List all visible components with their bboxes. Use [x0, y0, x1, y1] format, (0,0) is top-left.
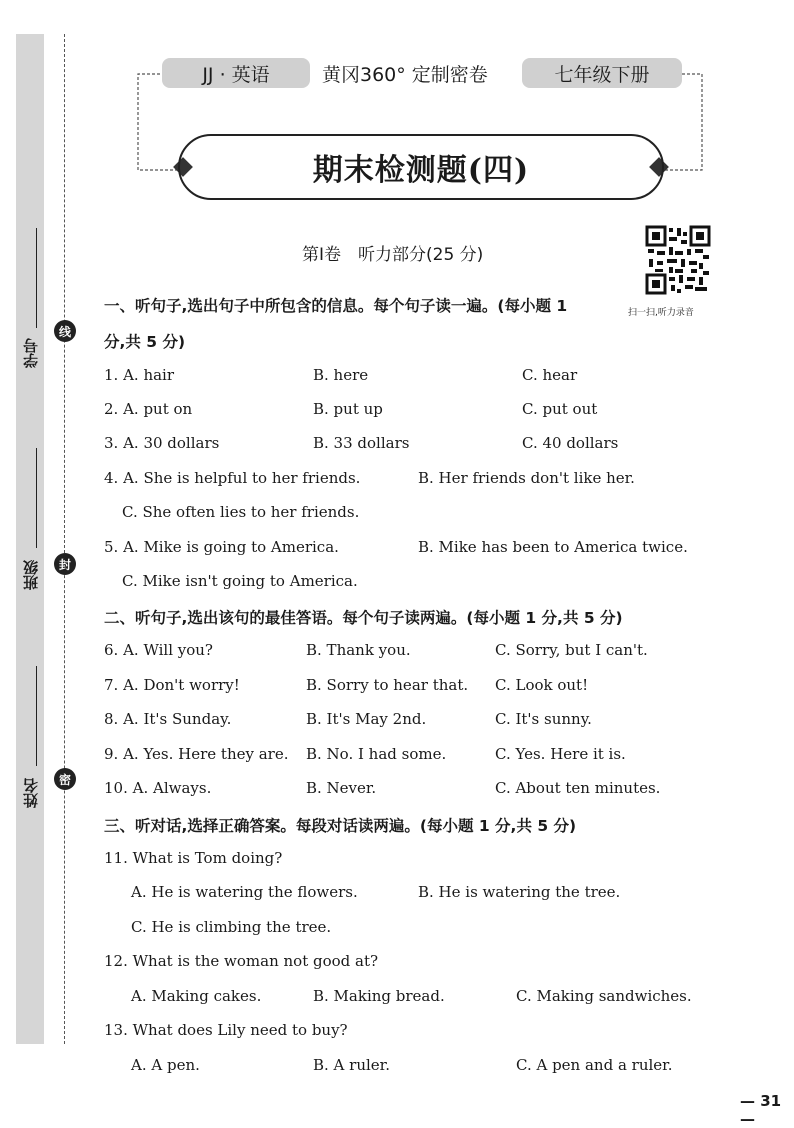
q10-option-a: 10. A. Always.	[104, 779, 212, 797]
q5-option-a: 5. A. Mike is going to America.	[104, 538, 339, 556]
subject-badge: JJ · 英语	[162, 58, 310, 88]
qr-caption: 扫一扫,听力录音	[628, 308, 694, 318]
q1-option-a: 1. A. hair	[104, 366, 175, 384]
exam-title-box	[178, 134, 664, 200]
q1-option-b: B. here	[313, 366, 369, 384]
student-id-label: 学号	[22, 338, 40, 368]
qr-code-icon	[645, 225, 711, 295]
exam-title: 期末检测题(四)	[312, 153, 530, 188]
q9-option-a: 9. A. Yes. Here they are.	[104, 745, 289, 763]
binding-strip	[16, 34, 44, 1044]
q11-option-a: A. He is watering the flowers.	[131, 883, 358, 901]
q6-option-b: B. Thank you.	[306, 641, 411, 659]
q1-option-c: C. hear	[522, 366, 578, 384]
q13-stem: 13. What does Lily need to buy?	[104, 1021, 348, 1039]
q4-option-c: C. She often lies to her friends.	[122, 503, 360, 521]
cut-line	[64, 34, 65, 1044]
seal-dense-mark: 密	[54, 768, 76, 790]
q9-option-b: B. No. I had some.	[306, 745, 447, 763]
q13-option-b: B. A ruler.	[313, 1056, 390, 1074]
q2-option-c: C. put out	[522, 400, 598, 418]
section2-heading: 二、听句子,选出该句的最佳答语。每个句子读两遍。(每小题 1 分,共 5 分)	[104, 609, 623, 627]
q12-option-a: A. Making cakes.	[131, 987, 262, 1005]
section1-heading: 一、听句子,选出句子中所包含的信息。每个句子读一遍。(每小题 1	[104, 297, 568, 315]
q13-option-c: C. A pen and a ruler.	[516, 1056, 673, 1074]
q7-option-a: 7. A. Don't worry!	[104, 676, 240, 694]
seal-line-mark: 线	[54, 320, 76, 342]
page-number: — 31 —	[740, 1092, 782, 1128]
q12-option-b: B. Making bread.	[313, 987, 445, 1005]
name-label: 姓名	[22, 778, 40, 808]
class-line	[36, 448, 37, 548]
q11-stem: 11. What is Tom doing?	[104, 849, 283, 867]
q13-option-a: A. A pen.	[131, 1056, 200, 1074]
q11-option-b: B. He is watering the tree.	[418, 883, 621, 901]
student-id-line	[36, 228, 37, 328]
section3-heading: 三、听对话,选择正确答案。每段对话读两遍。(每小题 1 分,共 5 分)	[104, 817, 577, 835]
q12-stem: 12. What is the woman not good at?	[104, 952, 379, 970]
q7-option-b: B. Sorry to hear that.	[306, 676, 469, 694]
name-line	[36, 666, 37, 766]
section1-heading-cont: 分,共 5 分)	[104, 333, 186, 351]
q6-option-c: C. Sorry, but I can't.	[495, 641, 648, 659]
q11-option-c: C. He is climbing the tree.	[131, 918, 332, 936]
series-name: 黄冈360° 定制密卷	[322, 63, 488, 86]
q5-option-b: B. Mike has been to America twice.	[418, 538, 688, 556]
q8-option-b: B. It's May 2nd.	[306, 710, 427, 728]
grade-badge: 七年级下册	[522, 58, 682, 88]
q5-option-c: C. Mike isn't going to America.	[122, 572, 358, 590]
q7-option-c: C. Look out!	[495, 676, 589, 694]
q10-option-c: C. About ten minutes.	[495, 779, 661, 797]
q4-option-b: B. Her friends don't like her.	[418, 469, 635, 487]
q10-option-b: B. Never.	[306, 779, 377, 797]
q3-option-c: C. 40 dollars	[522, 434, 619, 452]
seal-seal-mark: 封	[54, 553, 76, 575]
q3-option-b: B. 33 dollars	[313, 434, 410, 452]
q8-option-a: 8. A. It's Sunday.	[104, 710, 232, 728]
q9-option-c: C. Yes. Here it is.	[495, 745, 626, 763]
class-label: 班级	[22, 560, 40, 590]
q12-option-c: C. Making sandwiches.	[516, 987, 692, 1005]
q2-option-a: 2. A. put on	[104, 400, 193, 418]
q4-option-a: 4. A. She is helpful to her friends.	[104, 469, 361, 487]
q2-option-b: B. put up	[313, 400, 383, 418]
q8-option-c: C. It's sunny.	[495, 710, 592, 728]
q6-option-a: 6. A. Will you?	[104, 641, 213, 659]
q3-option-a: 3. A. 30 dollars	[104, 434, 220, 452]
part-title: 第Ⅰ卷 听力部分(25 分)	[302, 245, 484, 265]
